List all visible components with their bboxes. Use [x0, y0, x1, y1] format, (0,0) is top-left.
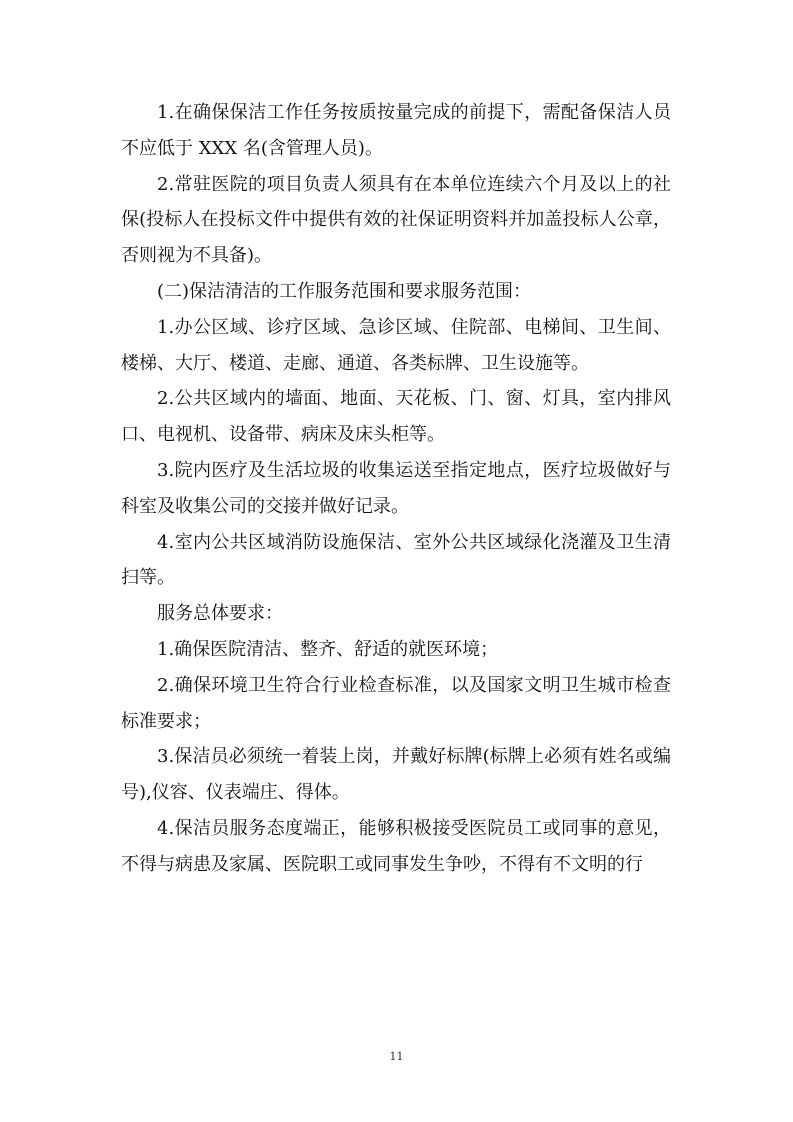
- section-heading-scope: (二)保洁清洁的工作服务范围和要求服务范围：: [157, 280, 532, 302]
- paragraph-project-manager: 2.常驻医院的项目负责人须具有在本单位连续六个月及以上的社保(投标人在投标文件中提供有效的社保证明资料并加盖投标人公章，否则视为不具备)。: [121, 173, 671, 267]
- paragraph-scope-areas: 1.办公区域、诊疗区域、急诊区域、住院部、电梯间、卫生间、楼梯、大厅、楼道、走廊、通道、各类标牌、卫生设施等。: [121, 316, 671, 374]
- page-number: 11: [389, 1050, 404, 1063]
- paragraph-scope-waste: 3.院内医疗及生活垃圾的收集运送至指定地点，医疗垃圾做好与科室及收集公司的交接并做好记录。: [121, 459, 671, 517]
- paragraph-req-standards: 2.确保环境卫生符合行业检查标准，以及国家文明卫生城市检查标准要求；: [121, 674, 671, 732]
- paragraph-scope-surfaces: 2.公共区域内的墙面、地面、天花板、门、窗、灯具，室内排风口、电视机、设备带、病床及床头柜等。: [121, 388, 671, 446]
- paragraph-scope-fire-greening: 4.室内公共区域消防设施保洁、室外公共区域绿化浇灌及卫生清扫等。: [121, 531, 671, 589]
- paragraph-staffing: 1.在确保保洁工作任务按质按量完成的前提下，需配备保洁人员不应低于 XXX 名(含管理人员)。: [121, 102, 671, 159]
- paragraph-req-uniform: 3.保洁员必须统一着装上岗，并戴好标牌(标牌上必须有姓名或编号),仪容、仪表端庄、得体。: [121, 746, 671, 804]
- document-body: [121, 95, 671, 883]
- paragraph-req-attitude: 4.保洁员服务态度端正，能够积极接受医院员工或同事的意见，不得与病患及家属、医院职工或同事发生争吵，不得有不文明的行: [121, 817, 671, 875]
- paragraph-req-environment: 1.确保医院清洁、整齐、舒适的就医环境；: [157, 638, 499, 660]
- section-heading-requirements: 服务总体要求：: [157, 603, 283, 625]
